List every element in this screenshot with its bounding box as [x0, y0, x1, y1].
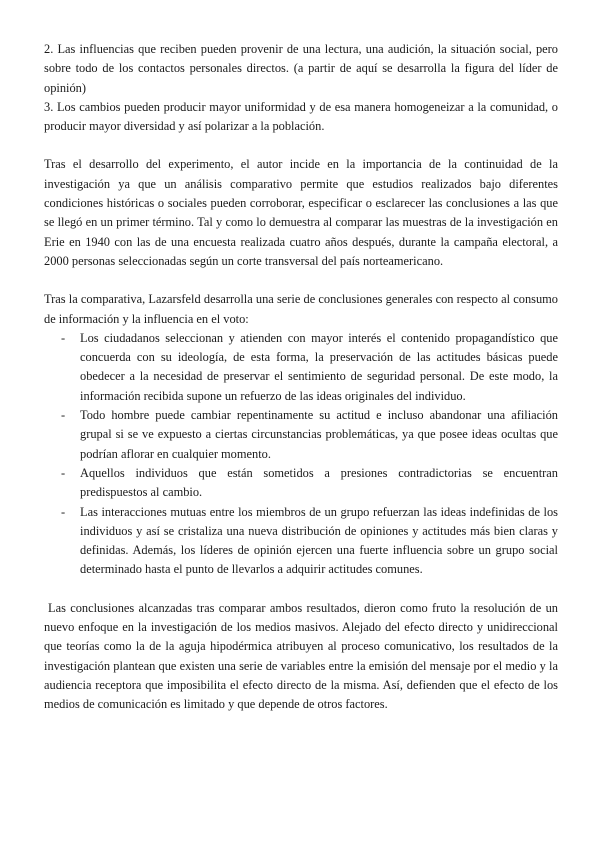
list-item-text: Las interacciones mutuas entre los miembros de un grupo refuerzan las ideas indefinidas de los individuos y así se cristaliza una nueva distribución de opiniones y actitudes más bien claras y definidas. Además, los líderes de opinión ejercen una fuerte influencia sobre un grupo social determinado hasta el punto de llevarlos a adquirir actitudes comunes.	[80, 504, 558, 577]
list-item	[61, 464, 558, 503]
conclusions-list	[44, 329, 558, 580]
paragraph-experiment: Tras el desarrollo del experimento, el autor incide en la importancia de la continuidad de la investigación ya que un análisis comparativo permite que estudios realizados bajo diferentes condiciones históricas o sociales pueden corroborar, especificar o esclarecer las conclusiones a las que se llegó en un primer término. Tal y como lo demuestra al comparar las muestras de la investigación en Erie en 1940 con las de una encuesta realizada cuatro años después, durante la campaña electoral, a 2000 personas seleccionadas según un corte transversal del país norteamericano.	[44, 157, 558, 268]
list-item	[61, 503, 558, 580]
paragraph-gap	[44, 580, 558, 599]
paragraph-gap	[44, 271, 558, 290]
list-item-text: Aquellos individuos que están sometidos a presiones contradictorias se encuentran predispuestos al cambio.	[80, 465, 558, 500]
document-page	[44, 40, 558, 715]
paragraph-conclusions: Las conclusiones alcanzadas tras comparar ambos resultados, dieron como fruto la resolución de un nuevo enfoque en la investigación de los medios masivos. Alejado del efecto directo y unidireccional que teorías como la de la aguja hipodérmica atribuyen al proceso comunicativo, los resultados de la investigación plantean que existen una serie de variables entre la emisión del mensaje por el medio y la audiencia receptora que imposibilita el efecto directo de la misma. Así, defienden que el efecto de los medios de comunicación es limitado y que depende de otros factores.	[44, 600, 558, 712]
dash-bullet: -	[61, 465, 66, 480]
dash-bullet: -	[61, 408, 66, 423]
dash-bullet: -	[61, 330, 66, 345]
list-item-text: Todo hombre puede cambiar repentinamente su actitud e incluso abandonar una afiliación grupal si se ve expuesto a ciertas circunstancias problemáticas, ya que posee ideas ocultas que podrían aflorar en cualquier momento.	[80, 408, 558, 461]
list-item-text: Los ciudadanos seleccionan y atienden con mayor interés el contenido propagandístico que concuerda con su ideología, de esta forma, la preservación de las actitudes básicas puede obedecer a la necesidad de preservar el sentimiento de seguridad personal. De este modo, la información recibida supone un refuerzo de las ideas originales del individuo.	[80, 330, 558, 403]
dash-bullet: -	[61, 504, 66, 519]
point-2: 2. Las influencias que reciben pueden provenir de una lectura, una audición, la situación social, pero sobre todo de los contactos personales directos. (a partir de aquí se desarrolla la figura del líder de opinión)	[44, 42, 558, 95]
list-item	[61, 329, 558, 406]
paragraph-comparative-intro: Tras la comparativa, Lazarsfeld desarrolla una serie de conclusiones generales con respecto al consumo de información y la influencia en el voto:	[44, 292, 558, 326]
point-3: 3. Los cambios pueden producir mayor uniformidad y de esa manera homogeneizar a la comunidad, o producir mayor diversidad y así polarizar a la población.	[44, 99, 558, 134]
list-item	[61, 406, 558, 464]
paragraph-gap	[44, 136, 558, 155]
